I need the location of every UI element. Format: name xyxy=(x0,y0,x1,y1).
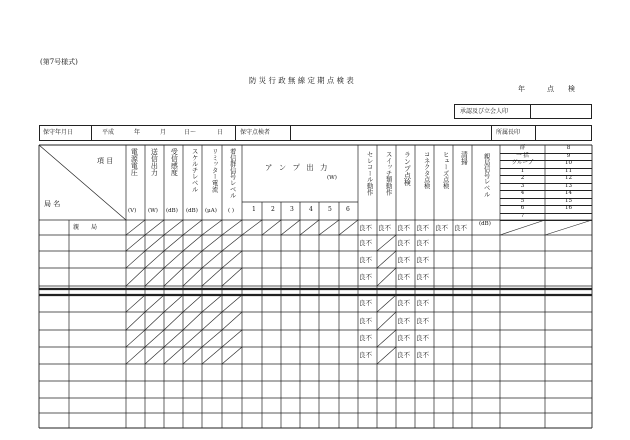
cell-slash xyxy=(202,347,222,364)
check-cell-value[interactable]: 良不 xyxy=(416,299,429,307)
header-year: 年 xyxy=(518,85,525,93)
fuse-check-header: ヒューズ点検 xyxy=(441,151,449,189)
group-table-right-cell: 12 xyxy=(565,175,572,182)
era-label: 平成 xyxy=(102,129,115,136)
cell-slash xyxy=(183,347,202,364)
cell-slash xyxy=(222,251,242,268)
cell-slash xyxy=(202,312,222,330)
cell-slash xyxy=(202,251,222,268)
amp-number: 1 xyxy=(252,206,256,213)
limiter-current-header: リミッター電流 xyxy=(210,148,218,193)
cell-slash xyxy=(262,220,281,235)
cell-slash xyxy=(377,312,396,330)
cell-slash xyxy=(126,235,145,251)
rx-sensitivity-unit: (dB) xyxy=(166,208,178,214)
check-cell-value[interactable]: 良不 xyxy=(359,334,372,342)
cell-slash xyxy=(377,295,396,312)
cell-slash xyxy=(164,235,183,251)
date-month-label: 月 xyxy=(160,129,167,136)
cell-slash xyxy=(126,330,145,347)
group-table-right-cell: 9 xyxy=(566,152,571,159)
cell-slash xyxy=(145,268,164,286)
cell-slash xyxy=(126,220,145,235)
check-cell-value[interactable]: 良不 xyxy=(397,334,410,342)
maintenance-date-label: 保守年月日 xyxy=(43,129,74,136)
connector-check-header: コネクタ点検 xyxy=(422,151,430,189)
cell-slash xyxy=(183,312,202,330)
cell-slash xyxy=(164,295,183,312)
cell-slash xyxy=(222,312,242,330)
cell-slash xyxy=(145,251,164,268)
squelch-level-unit: (dB) xyxy=(186,208,198,214)
cell-slash xyxy=(145,220,164,235)
lamp-check-header: ランプ点検 xyxy=(403,151,412,186)
cell-slash xyxy=(126,295,145,312)
check-cell-value[interactable]: 良不 xyxy=(359,317,372,325)
station-name-header: 局 名 xyxy=(44,200,61,208)
group-table-right-cell: 11 xyxy=(565,167,572,174)
cell-slash xyxy=(164,220,183,235)
group-table-right-cell: 13 xyxy=(565,182,572,189)
cell-slash xyxy=(145,295,164,312)
cell-slash xyxy=(222,330,242,347)
check-cell-value[interactable]: 良不 xyxy=(416,273,429,281)
approval-seal-field[interactable] xyxy=(533,106,589,117)
check-cell-value[interactable]: 良不 xyxy=(397,239,410,247)
check-cell-value[interactable]: 良不 xyxy=(397,299,410,307)
amp-number: 4 xyxy=(309,206,313,213)
group-table-line xyxy=(500,220,592,221)
cell-slash xyxy=(183,235,202,251)
cell-slash xyxy=(500,220,545,235)
header-inspection: 検 xyxy=(568,85,575,93)
check-cell-value[interactable]: 良不 xyxy=(359,239,372,247)
check-cell-value[interactable]: 良不 xyxy=(397,224,410,232)
check-cell-value[interactable]: 良不 xyxy=(359,299,372,307)
cell-slash xyxy=(377,347,396,364)
form-label: (第7号様式) xyxy=(40,58,78,66)
cell-slash xyxy=(126,251,145,268)
group-table-right-cell: 8 xyxy=(566,145,571,152)
cell-slash xyxy=(126,312,145,330)
group-table-left-cell: 7 xyxy=(520,212,525,219)
cell-slash xyxy=(183,330,202,347)
power-voltage-unit: (V) xyxy=(128,208,137,214)
check-cell-value[interactable]: 良不 xyxy=(378,224,391,232)
cell-slash xyxy=(145,312,164,330)
cell-slash xyxy=(222,347,242,364)
arrival-signal-level-header: 着信群信号レベル xyxy=(228,148,236,199)
group-table-left-cell: グループ xyxy=(511,160,534,167)
amp-number: 5 xyxy=(328,206,332,213)
date-day-to-label: 日 xyxy=(217,129,224,136)
check-cell-value[interactable]: 良不 xyxy=(416,334,429,342)
selector-operation-header: セレコール動作 xyxy=(365,151,373,196)
check-cell-value[interactable]: 良不 xyxy=(416,224,429,232)
amp-number: 2 xyxy=(271,206,275,213)
cleaning-header: 清掃 xyxy=(460,151,469,165)
group-table-left-cell: 群 xyxy=(519,145,526,152)
cell-slash xyxy=(164,330,183,347)
cell-slash xyxy=(222,268,242,286)
cell-slash xyxy=(145,347,164,364)
check-cell-value[interactable]: 良不 xyxy=(397,317,410,325)
group-table-left-cell: 3 xyxy=(520,182,525,189)
group-table-right-cell: 15 xyxy=(565,197,572,204)
cell-slash xyxy=(183,251,202,268)
cell-slash xyxy=(164,312,183,330)
power-voltage-header: 電源電圧 xyxy=(130,148,139,176)
maintenance-divider-5 xyxy=(535,125,536,141)
cell-slash xyxy=(202,220,222,235)
chief-label: 所属長印 xyxy=(496,129,521,136)
cell-slash xyxy=(281,220,300,235)
group-table-left-cell: 4 xyxy=(520,190,525,197)
check-cell-value[interactable]: 良不 xyxy=(397,273,410,281)
amp-number: 6 xyxy=(346,206,350,213)
inspector-field[interactable] xyxy=(294,127,489,139)
cell-slash xyxy=(545,220,592,235)
cell-slash xyxy=(339,220,358,235)
maintenance-divider-2 xyxy=(235,125,236,141)
group-table-left-cell: 一 括 xyxy=(516,152,529,159)
check-cell-value[interactable]: 良不 xyxy=(359,351,372,359)
group-table-right-cell: 10 xyxy=(565,160,572,167)
tx-output-unit: (W) xyxy=(148,208,158,214)
check-cell-value[interactable]: 良不 xyxy=(359,224,372,232)
cell-slash xyxy=(377,330,396,347)
check-cell-value[interactable]: 良不 xyxy=(416,317,429,325)
header-period: 点 xyxy=(547,85,554,93)
cell-slash xyxy=(183,295,202,312)
group-table-right-cell: 14 xyxy=(565,190,572,197)
cell-slash xyxy=(222,295,242,312)
check-cell-value[interactable]: 良不 xyxy=(359,273,372,281)
parent-station-label: 親 局 xyxy=(73,224,98,231)
cell-slash xyxy=(222,235,242,251)
group-table-left-cell: 1 xyxy=(520,167,525,174)
approval-divider xyxy=(530,104,531,119)
date-day-from-label: 日〜 xyxy=(184,129,197,136)
cell-slash xyxy=(183,268,202,286)
cell-slash xyxy=(319,220,339,235)
inspector-label: 保守点検者 xyxy=(240,129,271,136)
maintenance-divider-4 xyxy=(491,125,492,141)
check-cell-value[interactable]: 良不 xyxy=(416,256,429,264)
maintenance-divider-1 xyxy=(91,125,92,141)
check-cell-value[interactable]: 良不 xyxy=(359,256,372,264)
chief-seal-field[interactable] xyxy=(538,127,590,139)
check-cell-value[interactable]: 良不 xyxy=(397,351,410,359)
check-cell-value[interactable]: 良不 xyxy=(416,351,429,359)
amp-number: 3 xyxy=(290,206,294,213)
group-table-left-cell: 5 xyxy=(520,197,525,204)
cell-slash xyxy=(145,330,164,347)
limiter-current-unit: (μA) xyxy=(205,208,217,214)
date-year-label: 年 xyxy=(134,129,141,136)
maintenance-divider-3 xyxy=(290,125,291,141)
cell-slash xyxy=(202,235,222,251)
item-header: 項 目 xyxy=(97,157,114,165)
cell-slash xyxy=(222,220,242,235)
cell-slash xyxy=(164,251,183,268)
cell-slash xyxy=(202,268,222,286)
tx-output-header: 送信出力 xyxy=(150,148,159,176)
page-title: 防 災 行 政 無 線 定 期 点 検 表 xyxy=(249,76,354,85)
rx-sensitivity-header: 受信感度 xyxy=(170,148,179,176)
group-table-right-cell: 16 xyxy=(565,205,572,212)
check-cell-value[interactable]: 良不 xyxy=(454,224,467,232)
approval-label: 承認及び立会人印 xyxy=(460,108,509,115)
squelch-level-header: スケルチレベル xyxy=(190,148,198,193)
cell-slash xyxy=(377,235,396,251)
parent-signal-level-header: 親局信号レベル xyxy=(482,153,490,198)
cell-slash xyxy=(126,268,145,286)
check-cell-value[interactable]: 良不 xyxy=(435,224,448,232)
check-cell-value[interactable]: 良不 xyxy=(416,239,429,247)
cell-slash xyxy=(126,347,145,364)
cell-slash xyxy=(377,268,396,286)
cell-slash xyxy=(164,268,183,286)
group-table-left-cell: 2 xyxy=(520,175,525,182)
check-cell-value[interactable]: 良不 xyxy=(397,256,410,264)
cell-slash xyxy=(202,330,222,347)
arrival-signal-level-unit: ( ) xyxy=(228,208,235,214)
cell-slash xyxy=(300,220,319,235)
cell-slash xyxy=(145,235,164,251)
cell-slash xyxy=(183,220,202,235)
switch-operation-header: スイッチ類動作 xyxy=(384,151,392,196)
amp-output-header: ア ン プ 出 力 xyxy=(265,163,330,172)
cell-slash xyxy=(242,220,262,235)
amp-output-unit: (W) xyxy=(327,175,337,181)
group-table-left-cell: 6 xyxy=(520,205,525,212)
cell-slash xyxy=(164,347,183,364)
cell-slash xyxy=(202,295,222,312)
parent-signal-level-unit: (dB) xyxy=(479,221,491,227)
cell-slash xyxy=(377,251,396,268)
